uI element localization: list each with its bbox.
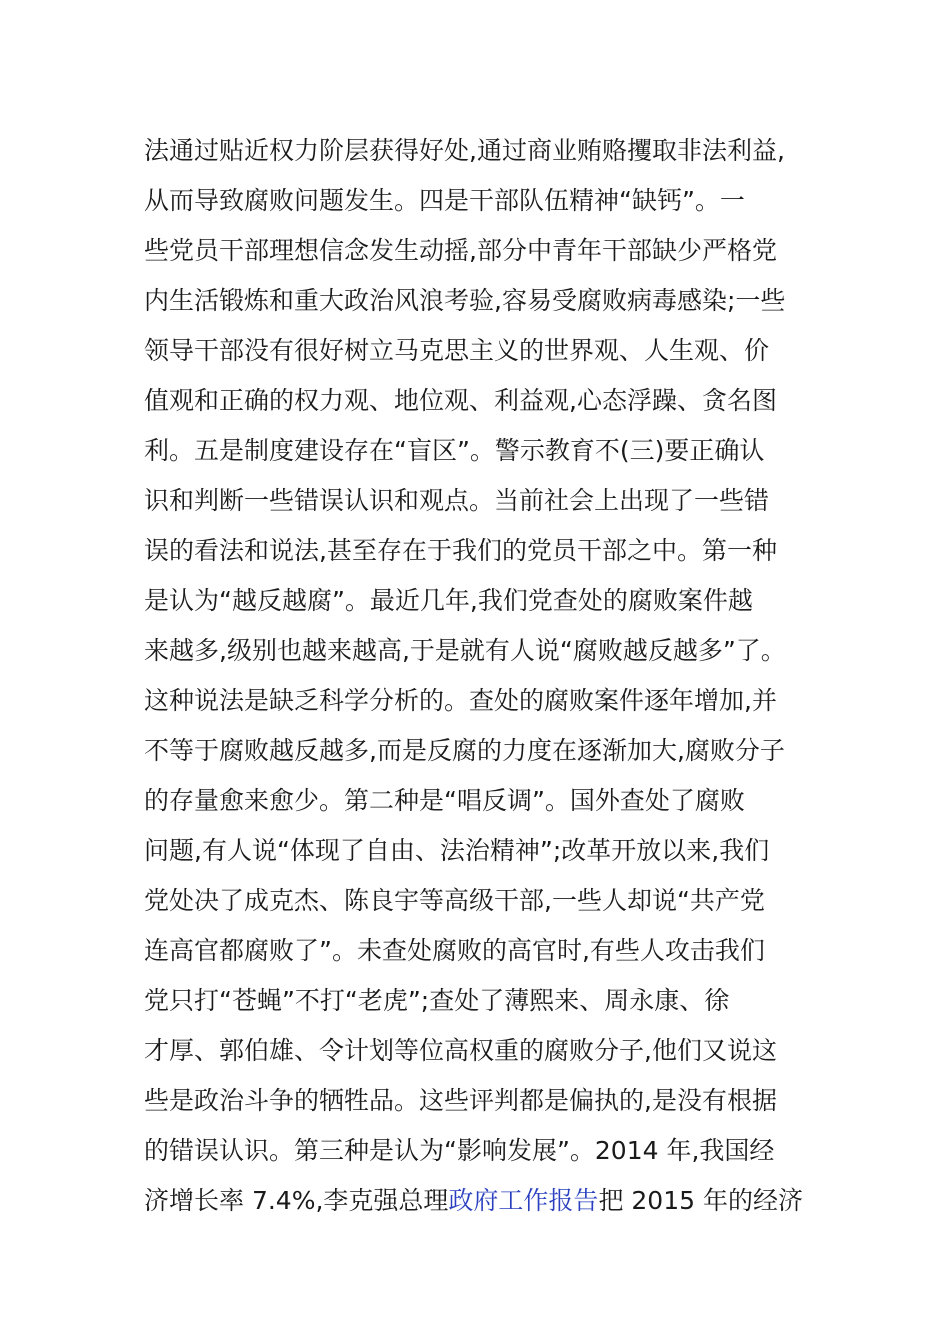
text-line-6: 值观和正确的权力观、地位观、利益观,心态浮躁、贪名图 xyxy=(144,386,777,415)
text-line-22-after: 把 2015 年的经济 xyxy=(598,1186,803,1215)
text-line-20: 些是政治斗争的牺牲品。这些评判都是偏执的,是没有根据 xyxy=(144,1086,777,1115)
text-line-10: 是认为“越反越腐”。最近几年,我们党查处的腐败案件越 xyxy=(144,586,753,615)
text-line-22-before: 济增长率 7.4%,李克强总理 xyxy=(144,1186,449,1215)
text-line-22 xyxy=(144,1176,844,1226)
text-line-19: 才厚、郭伯雄、令计划等位高权重的腐败分子,他们又说这 xyxy=(144,1036,777,1065)
text-line-1: 法通过贴近权力阶层获得好处,通过商业贿赂攫取非法利益, xyxy=(144,136,785,165)
text-line-17: 连高官都腐败了”。未查处腐败的高官时,有些人攻击我们 xyxy=(144,936,765,965)
text-line-7: 利。五是制度建设存在“盲区”。警示教育不(三)要正确认 xyxy=(144,436,765,465)
text-line-21: 的错误认识。第三种是认为“影响发展”。2014 年,我国经 xyxy=(144,1136,775,1165)
text-line-4: 内生活锻炼和重大政治风浪考验,容易受腐败病毒感染;一些 xyxy=(144,286,786,315)
text-line-2: 从而导致腐败问题发生。四是干部队伍精神“缺钙”。一 xyxy=(144,186,745,215)
text-line-12: 这种说法是缺乏科学分析的。查处的腐败案件逐年增加,并 xyxy=(144,686,777,715)
text-line-14: 的存量愈来愈少。第二种是“唱反调”。国外查处了腐败 xyxy=(144,786,745,815)
text-line-11: 来越多,级别也越来越高,于是就有人说“腐败越反越多”了。 xyxy=(144,636,786,665)
text-line-5: 领导干部没有很好树立马克思主义的世界观、人生观、价 xyxy=(144,336,770,365)
text-line-15: 问题,有人说“体现了自由、法治精神”;改革开放以来,我们 xyxy=(144,836,770,865)
text-line-18: 党只打“苍蝇”不打“老虎”;查处了薄熙来、周永康、徐 xyxy=(144,986,730,1015)
text-line-13: 不等于腐败越反越多,而是反腐的力度在逐渐加大,腐败分子 xyxy=(144,736,785,765)
body-text xyxy=(144,126,844,1226)
government-work-report-link[interactable]: 政府工作报告 xyxy=(448,1186,599,1215)
text-line-16: 党处决了成克杰、陈良宇等高级干部,一些人却说“共产党 xyxy=(144,886,765,915)
text-line-8: 识和判断一些错误认识和观点。当前社会上出现了一些错 xyxy=(144,486,770,515)
text-line-9: 误的看法和说法,甚至存在于我们的党员干部之中。第一种 xyxy=(144,536,777,565)
text-line-3: 些党员干部理想信念发生动摇,部分中青年干部缺少严格党 xyxy=(144,236,777,265)
